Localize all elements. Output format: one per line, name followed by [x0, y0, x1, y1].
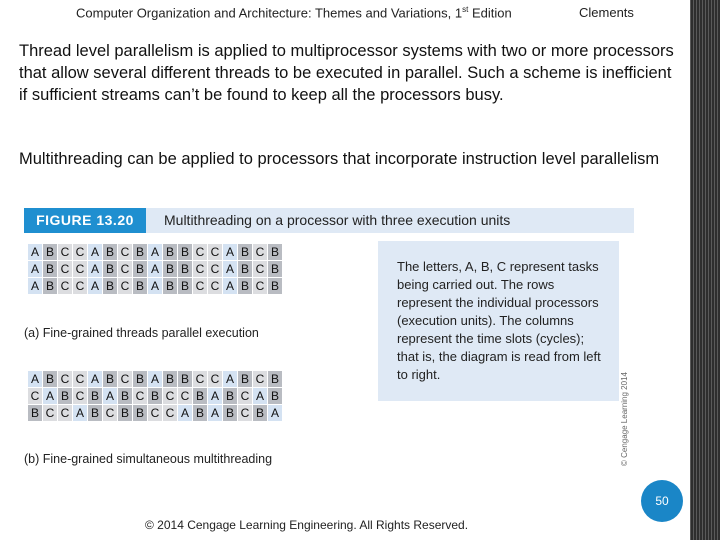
task-cell: C	[163, 405, 178, 422]
processor-row-b	[28, 371, 283, 388]
task-cell: A	[28, 261, 43, 278]
task-cell: C	[58, 261, 73, 278]
task-cell: B	[268, 244, 283, 261]
author-name: Clements	[579, 5, 634, 20]
task-cell: B	[103, 278, 118, 295]
grid-simultaneous	[27, 370, 283, 422]
task-cell: B	[268, 371, 283, 388]
task-cell: A	[253, 388, 268, 405]
task-cell: B	[43, 371, 58, 388]
task-cell: C	[73, 388, 88, 405]
grid-fine-grained	[27, 243, 283, 295]
task-cell: C	[163, 388, 178, 405]
task-cell: C	[208, 261, 223, 278]
task-cell: A	[178, 405, 193, 422]
slide-body	[0, 30, 690, 540]
book-title: Computer Organization and Architecture: Themes and Variations, 1st Edition	[76, 5, 512, 21]
task-cell: B	[178, 261, 193, 278]
paragraph-thread-level: Thread level parallelism is applied to multiprocessor systems with two or more processors that allow several different threads to be executed in parallel. Such a scheme is inefficient if sufficient streams can’t be found to keep all the processors busy.	[19, 42, 674, 104]
task-cell: B	[193, 405, 208, 422]
task-cell: C	[133, 388, 148, 405]
task-cell: B	[118, 388, 133, 405]
task-cell: B	[178, 244, 193, 261]
page-number-badge: 50	[641, 480, 683, 522]
task-cell: C	[193, 278, 208, 295]
task-cell: B	[88, 388, 103, 405]
task-cell: B	[58, 388, 73, 405]
task-cell: C	[193, 261, 208, 278]
slide-header	[0, 0, 690, 30]
task-cell: A	[208, 388, 223, 405]
task-cell: A	[88, 371, 103, 388]
task-cell: C	[43, 405, 58, 422]
task-cell: A	[223, 371, 238, 388]
task-cell: B	[163, 278, 178, 295]
processor-row-a	[28, 278, 283, 295]
task-cell: C	[58, 278, 73, 295]
task-cell: B	[133, 261, 148, 278]
task-cell: C	[58, 405, 73, 422]
task-cell: C	[208, 244, 223, 261]
task-cell: B	[163, 371, 178, 388]
task-cell: A	[43, 388, 58, 405]
task-cell: C	[148, 405, 163, 422]
task-cell: C	[73, 244, 88, 261]
task-cell: C	[238, 405, 253, 422]
task-cell: C	[58, 244, 73, 261]
task-cell: B	[193, 388, 208, 405]
task-cell: B	[268, 388, 283, 405]
caption-simultaneous: (b) Fine-grained simultaneous multithreading	[24, 452, 273, 466]
task-cell: B	[28, 405, 43, 422]
task-cell: A	[223, 244, 238, 261]
task-cell: C	[73, 261, 88, 278]
task-cell: B	[43, 244, 58, 261]
task-cell: A	[28, 371, 43, 388]
task-cell: B	[268, 278, 283, 295]
task-cell: C	[58, 371, 73, 388]
figure-legend-text: The letters, A, B, C represent tasks being carried out. The rows represent the individual processors (execution units). The columns represent the time slots (cycles); that is, the diagram is read from left to right.	[397, 259, 601, 382]
figure-header	[24, 208, 634, 233]
task-cell: B	[133, 244, 148, 261]
task-cell: C	[118, 244, 133, 261]
task-cell: B	[238, 371, 253, 388]
task-cell: A	[148, 278, 163, 295]
task-cell: A	[88, 244, 103, 261]
task-cell: C	[118, 278, 133, 295]
figure-label: FIGURE 13.20	[24, 208, 146, 233]
task-cell: B	[238, 244, 253, 261]
task-cell: C	[73, 371, 88, 388]
task-cell: C	[238, 388, 253, 405]
task-cell: C	[253, 261, 268, 278]
task-cell: A	[208, 405, 223, 422]
figure-13-20	[24, 208, 634, 467]
task-cell: A	[223, 261, 238, 278]
task-cell: A	[88, 261, 103, 278]
task-cell: A	[223, 278, 238, 295]
task-cell: C	[253, 278, 268, 295]
paragraph-multithreading: Multithreading can be applied to processors that incorporate instruction level parallelism	[19, 150, 660, 168]
task-cell: B	[253, 405, 268, 422]
task-cell: B	[178, 278, 193, 295]
task-cell: B	[133, 371, 148, 388]
task-cell: B	[88, 405, 103, 422]
task-cell: B	[103, 261, 118, 278]
task-cell: C	[118, 371, 133, 388]
task-cell: C	[103, 405, 118, 422]
task-cell: C	[208, 278, 223, 295]
task-cell: B	[163, 261, 178, 278]
task-cell: A	[103, 388, 118, 405]
processor-row-a	[28, 244, 283, 261]
task-cell: B	[178, 371, 193, 388]
task-cell: B	[163, 244, 178, 261]
task-cell: A	[148, 244, 163, 261]
task-cell: B	[268, 261, 283, 278]
processor-row-a	[28, 261, 283, 278]
figure-title: Multithreading on a processor with three execution units	[164, 212, 511, 228]
task-cell: C	[208, 371, 223, 388]
processor-row-b	[28, 405, 283, 422]
figure-legend-box	[378, 241, 619, 401]
task-cell: C	[118, 261, 133, 278]
task-cell: B	[133, 405, 148, 422]
task-cell: C	[73, 278, 88, 295]
image-credit: © Cengage Learning 2014	[620, 372, 629, 466]
processor-row-b	[28, 388, 283, 405]
task-cell: B	[103, 244, 118, 261]
task-cell: A	[148, 261, 163, 278]
task-cell: A	[268, 405, 283, 422]
task-cell: B	[238, 278, 253, 295]
task-cell: B	[223, 405, 238, 422]
slide-border-texture	[690, 0, 720, 540]
task-cell: C	[178, 388, 193, 405]
task-cell: B	[133, 278, 148, 295]
task-cell: A	[148, 371, 163, 388]
task-cell: A	[28, 278, 43, 295]
task-cell: C	[193, 244, 208, 261]
task-cell: B	[223, 388, 238, 405]
task-cell: B	[118, 405, 133, 422]
task-cell: C	[253, 371, 268, 388]
task-cell: A	[28, 244, 43, 261]
task-cell: B	[238, 261, 253, 278]
task-cell: C	[28, 388, 43, 405]
copyright-notice: © 2014 Cengage Learning Engineering. All Rights Reserved.	[145, 518, 469, 532]
task-cell: C	[193, 371, 208, 388]
task-cell: A	[73, 405, 88, 422]
task-cell: B	[43, 261, 58, 278]
task-cell: B	[43, 278, 58, 295]
task-cell: A	[88, 278, 103, 295]
task-cell: B	[103, 371, 118, 388]
caption-fine-grained: (a) Fine-grained threads parallel execution	[24, 326, 259, 340]
task-cell: B	[148, 388, 163, 405]
task-cell: C	[253, 244, 268, 261]
